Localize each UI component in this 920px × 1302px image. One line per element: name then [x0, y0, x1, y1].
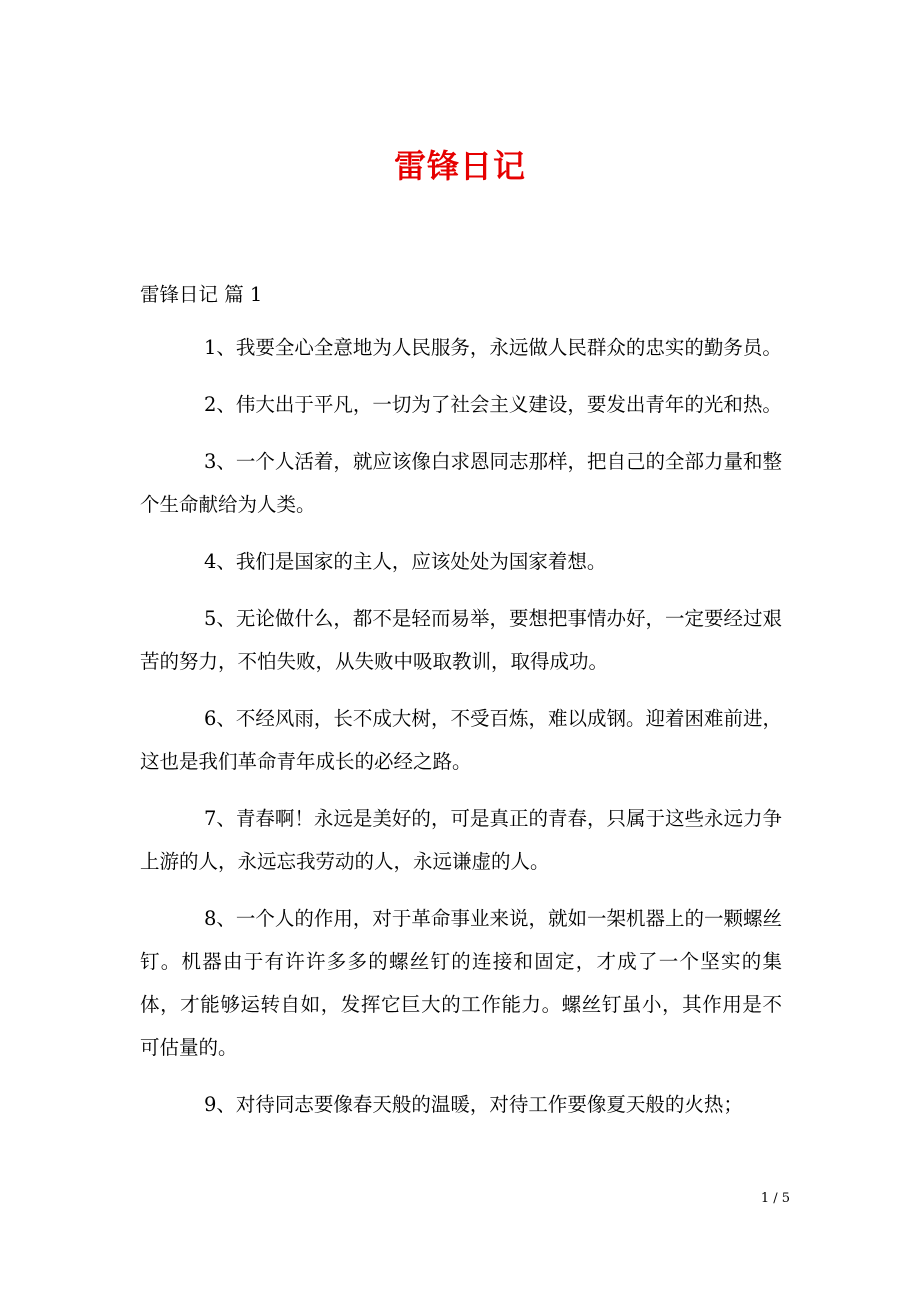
paragraph: 5、无论做什么，都不是轻而易举，要想把事情办好，一定要经过艰苦的努力，不怕失败，从失败中吸取教训，取得成功。	[140, 607, 782, 673]
paragraph: 4、我们是国家的主人，应该处处为国家着想。	[204, 550, 607, 573]
section-heading: 雷锋日记 篇 1	[140, 283, 263, 306]
paragraph: 3、一个人活着，就应该像白求恩同志那样，把自己的全部力量和整个生命献给为人类。	[140, 450, 782, 516]
paragraph: 8、一个人的作用，对于革命事业来说，就如一架机器上的一颗螺丝钉。机器由于有许许多多的螺丝钉的连接和固定，才成了一个坚实的集体，才能够运转自如，发挥它巨大的工作能力。螺丝钉虽小，其作用是不可估量的。	[140, 907, 782, 1059]
paragraph: 1、我要全心全意地为人民服务，永远做人民群众的忠实的勤务员。	[204, 336, 782, 359]
document-title: 雷锋日记	[393, 147, 526, 185]
paragraph: 2、伟大出于平凡，一切为了社会主义建设，要发出青年的光和热。	[204, 393, 782, 416]
paragraph: 7、青春啊！永远是美好的，可是真正的青春，只属于这些永远力争上游的人，永远忘我劳动的人，永远谦虚的人。	[140, 807, 782, 873]
document-body	[140, 326, 782, 1140]
page-number: 1 / 5	[760, 1191, 790, 1206]
paragraph: 6、不经风雨，长不成大树，不受百炼，难以成钢。迎着困难前进，这也是我们革命青年成长的必经之路。	[140, 707, 782, 773]
paragraph: 9、对待同志要像春天般的温暖，对待工作要像夏天般的火热；	[204, 1093, 743, 1116]
